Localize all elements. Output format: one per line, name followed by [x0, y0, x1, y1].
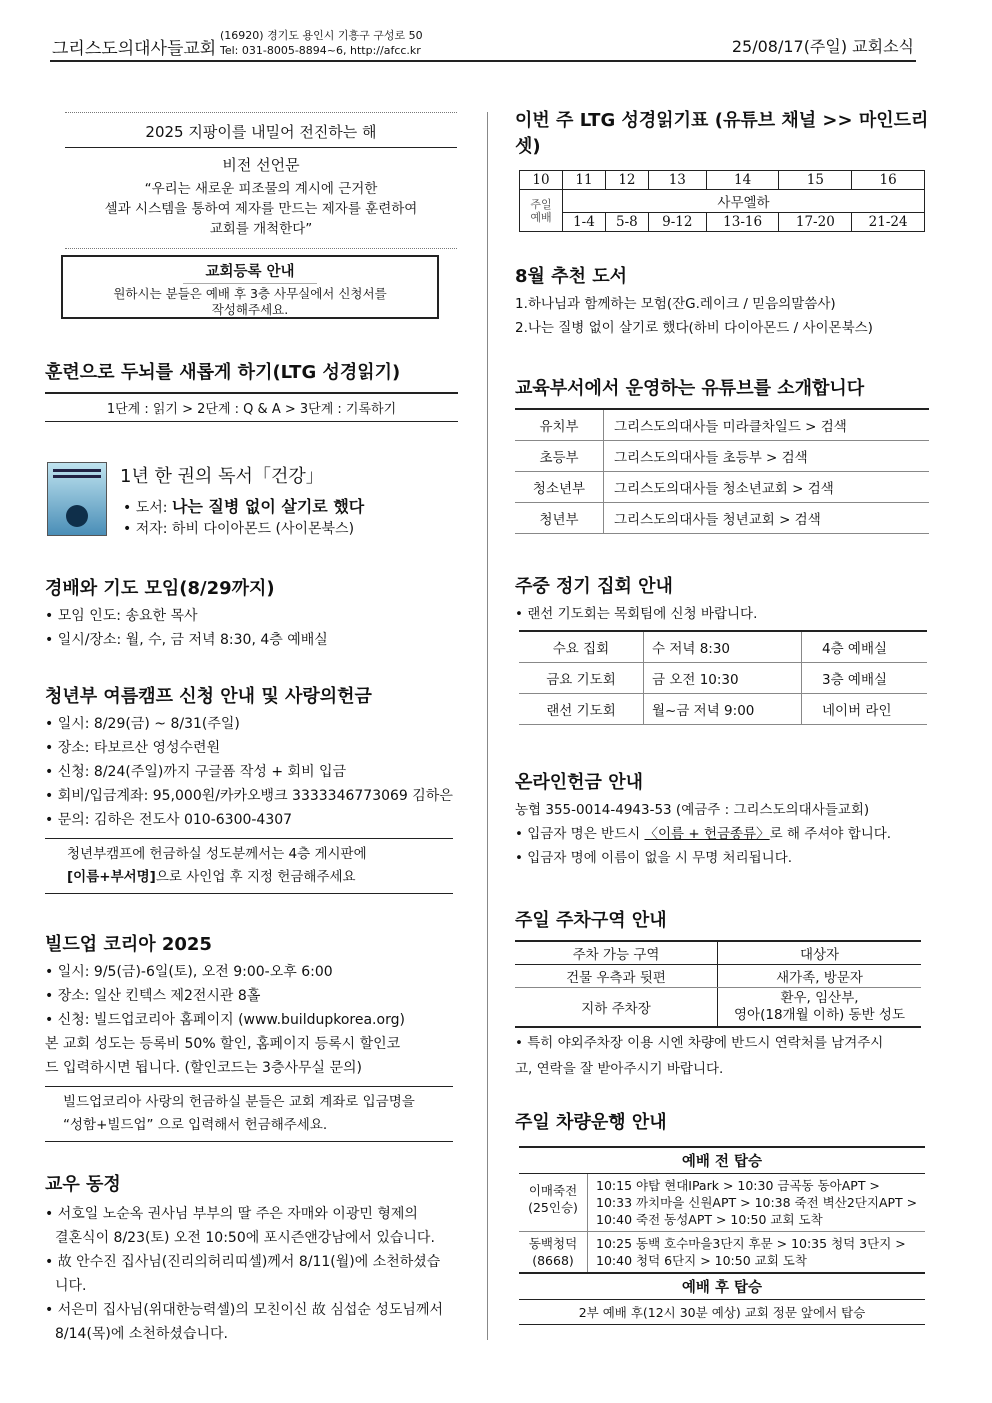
reading-author — [123, 518, 354, 538]
prayer-section — [45, 574, 460, 652]
youtube-title: 교육부서에서 운영하는 유튜브를 소개합니다 — [515, 378, 865, 399]
table-cell: 16 — [852, 171, 925, 190]
table-cell: 13 — [648, 171, 706, 190]
table-row: 청소년부 그리스도의대사들 청소년교회 > 검색 — [515, 472, 929, 503]
vision-title: 비전 선언문 — [222, 156, 300, 174]
shuttle-title: 주일 차량운행 안내 — [515, 1112, 667, 1133]
parking-note-line: 고, 연락을 잘 받아주시기 바랍니다. — [515, 1061, 724, 1077]
buildup-paragraph: 드 입력하시면 됩니다. (할인코드는 3층사무실 문의) — [45, 1060, 363, 1076]
parking-table — [515, 940, 921, 1028]
buildup-note-line: “성함+빌드업” 으로 입력해서 헌금해주세요. — [63, 1117, 328, 1133]
reading-section — [45, 462, 460, 537]
table-cell: 주일 예배 — [520, 190, 563, 232]
list-item: • 장소: 일산 킨텍스 제2전시관 8홀 — [45, 988, 261, 1004]
bullet-icon: • — [123, 521, 136, 537]
buildup-section — [45, 930, 460, 1142]
prayer-list — [45, 604, 460, 652]
list-item: • 신청: 8/24(주일)까지 구글폼 작성 + 회비 입금 — [45, 764, 347, 780]
list-item: • 장소: 타보르산 영성수련원 — [45, 740, 221, 756]
address-line: (16920) 경기도 용인시 기흥구 구성로 50 — [220, 29, 423, 42]
parking-title: 주일 주차구역 안내 — [515, 910, 667, 931]
training-section — [45, 358, 460, 422]
table-row: 주차 가능 구역 대상자 — [515, 941, 921, 965]
table-cell: 12 — [605, 171, 648, 190]
table-cell: 1-4 — [563, 213, 606, 232]
table-row: 랜선 기도회 월~금 저녁 9:00 네이버 라인 — [519, 694, 927, 725]
table-cell: 5-8 — [605, 213, 648, 232]
reading-book — [123, 494, 364, 517]
registration-title: 교회등록 안내 — [183, 260, 317, 284]
right-column — [515, 106, 933, 1346]
table-cell: 사무엘하 — [563, 190, 925, 213]
vision-statement — [65, 179, 457, 239]
shuttle-after-header: 예배 후 탑승 — [519, 1274, 925, 1300]
offering-section — [515, 768, 933, 870]
book-cover-image — [47, 462, 107, 536]
left-column — [45, 112, 460, 1352]
table-row: 초등부 그리스도의대사들 초등부 > 검색 — [515, 441, 929, 472]
table-cell: 10 — [520, 171, 563, 190]
issue-date: 25/08/17(주일) 교회소식 — [731, 37, 914, 56]
books-title: 8월 추천 도서 — [515, 266, 627, 287]
table-cell: 13-16 — [706, 213, 779, 232]
books-section — [515, 262, 933, 340]
list-item: • 회비/입금계좌: 95,000원/카카오뱅크 3333346773069 김하은 — [45, 788, 453, 804]
meetings-note: • 랜선 기도회는 목회팀에 신청 바랍니다. — [515, 606, 758, 622]
list-item: • 입금자 명에 이름이 없을 시 무명 처리됩니다. — [515, 850, 793, 866]
church-name: 그리스도의대사들교회 — [52, 39, 217, 59]
offering-title: 온라인헌금 안내 — [515, 772, 643, 793]
camp-note — [45, 838, 453, 894]
list-item: • 일시: 9/5(금)-6일(토), 오전 9:00-오후 6:00 — [45, 964, 333, 980]
ltg-title: 이번 주 LTG 성경읽기표 (유튜브 채널 >> 마인드리셋) — [515, 110, 929, 157]
camp-note-line: [이름+부서명]으로 사인업 후 지정 헌금해주세요 — [67, 869, 356, 885]
author-text: 저자: 하비 다이아몬드 (사이몬북스) — [135, 521, 355, 537]
table-row: 수요 집회 수 저녁 8:30 4층 예배실 — [519, 631, 927, 663]
list-item: • 특히 야외주차장 이용 시엔 차량에 반드시 연락처를 남겨주시 — [515, 1035, 884, 1051]
vision-line: “우리는 새로운 피조물의 계시에 근거한 — [144, 181, 378, 197]
table-cell: 14 — [706, 171, 779, 190]
table-cell: 9-12 — [648, 213, 706, 232]
shuttle-after-text: 2부 예배 후(12시 30분 예상) 교회 정문 앞에서 탑승 — [519, 1300, 925, 1325]
reading-title: 1년 한 권의 독서「건강」 — [120, 466, 324, 487]
shuttle-before-header: 예배 전 탑승 — [519, 1148, 925, 1174]
table-cell: 21-24 — [852, 213, 925, 232]
table-row: 유치부 그리스도의대사들 미라클차일드 > 검색 — [515, 409, 929, 441]
news-title: 교우 동정 — [45, 1174, 121, 1195]
list-item: • 일시: 8/29(금) ~ 8/31(주일) — [45, 716, 240, 732]
table-row: 청년부 그리스도의대사들 청년교회 > 검색 — [515, 503, 929, 534]
page-header — [50, 26, 916, 62]
ltg-table — [519, 170, 925, 232]
buildup-paragraph: 본 교회 성도는 등록비 50% 할인, 홈페이지 등록시 할인코 — [45, 1036, 401, 1052]
parking-note — [515, 1030, 933, 1082]
shuttle-table — [519, 1146, 925, 1325]
camp-section — [45, 682, 460, 894]
parking-section — [515, 906, 933, 1082]
list-item: • 신청: 빌드업코리아 홈페이지 (www.buildupkorea.org) — [45, 1012, 405, 1028]
list-item: • 故 안수진 집사님(진리의허리띠셀)께서 8/11(월)에 소천하셨습 니다. — [45, 1254, 441, 1294]
registration-line: 작성해주세요. — [211, 302, 289, 317]
offering-info — [515, 798, 933, 870]
shuttle-route-2 — [519, 1232, 925, 1274]
books-list — [515, 292, 933, 340]
camp-title: 청년부 여름캠프 신청 안내 및 사랑의헌금 — [45, 686, 372, 707]
list-item: 1.하나님과 함께하는 모험(잔G.레이크 / 믿음의말씀사) — [515, 296, 836, 312]
table-row: 금요 기도회 금 오전 10:30 3층 예배실 — [519, 663, 927, 694]
camp-list — [45, 712, 460, 832]
route-stops: 10:25 동백 호수마을3단지 후문 > 10:35 청덕 3단지 > 10:40 청덕 6단지 > 10:50 교회 도착 — [596, 1236, 906, 1268]
shuttle-route-1 — [519, 1174, 925, 1232]
table-row — [520, 190, 925, 213]
contact-line: Tel: 031-8005-8894~6, http://afcc.kr — [220, 44, 421, 57]
route-name: 이매죽전 (25인승) — [519, 1174, 588, 1231]
training-steps: 1단계 : 읽기 > 2단계 : Q & A > 3단계 : 기록하기 — [45, 392, 458, 422]
table-cell: 15 — [779, 171, 852, 190]
camp-note-line: 청년부캠프에 헌금하실 성도분께서는 4층 게시판에 — [67, 846, 367, 862]
table-row: 건물 우측과 뒷편 새가족, 방문자 — [515, 965, 921, 988]
youtube-table — [515, 408, 929, 534]
ltg-section — [515, 106, 933, 232]
news-list — [45, 1202, 460, 1346]
buildup-note — [45, 1086, 453, 1142]
list-item: 2.나는 질병 없이 살기로 했다(하비 다이아몬드 / 사이몬북스) — [515, 320, 873, 336]
registration-line: 원하시는 분들은 예배 후 3층 사무실에서 신청서를 — [113, 286, 387, 301]
route-name: 동백청덕 (8668) — [519, 1232, 588, 1272]
buildup-title: 빌드업 코리아 2025 — [45, 934, 212, 955]
shuttle-section — [515, 1108, 933, 1325]
news-section — [45, 1170, 460, 1346]
prayer-title: 경배와 기도 모임(8/29까지) — [45, 578, 275, 599]
list-item: • 입금자 명은 반드시 〈이름 + 헌금종류〉로 해 주셔야 합니다. — [515, 826, 892, 842]
church-address — [220, 28, 423, 58]
header-rule — [50, 60, 916, 62]
list-item: • 서호일 노순옥 권사님 부부의 딸 주은 자매와 이광민 형제의 결혼식이 8/23(토) 오전 10:50에 포시즌앤강남에서 있습니다. — [45, 1206, 435, 1246]
meetings-table — [519, 630, 927, 725]
list-item: • 모임 인도: 송요한 목사 — [45, 608, 198, 624]
route-stops: 10:15 야탑 현대IPark > 10:30 금곡동 동아APT > 10:33 까치마을 신원APT > 10:38 죽전 벽산2단지APT > 10:40 죽전 동성APT > 10:50 교회 도착 — [596, 1178, 918, 1227]
registration-box — [61, 255, 439, 319]
meetings-title: 주중 정기 집회 안내 — [515, 576, 673, 597]
list-item: • 문의: 김하은 전도사 010-6300-4307 — [45, 812, 293, 828]
vision-block — [65, 112, 457, 249]
vision-line: 교회를 개척한다” — [209, 221, 313, 237]
column-divider — [487, 112, 488, 1340]
year-theme: 2025 지팡이를 내밀어 전진하는 해 — [65, 121, 457, 148]
book-title: 나는 질병 없이 살기로 했다 — [171, 497, 365, 516]
buildup-list — [45, 960, 460, 1080]
list-item: • 일시/장소: 월, 수, 금 저녁 8:30, 4층 예배실 — [45, 632, 328, 648]
youtube-section — [515, 374, 933, 534]
table-cell: 17-20 — [779, 213, 852, 232]
vision-line: 셀과 시스템을 통하여 제자를 만드는 제자를 훈련하여 — [104, 201, 418, 217]
table-row: 지하 주차장 환우, 임산부, 영아(18개월 이하) 동반 성도 — [515, 988, 921, 1028]
meetings-section — [515, 572, 933, 725]
book-label: 도서: — [135, 500, 172, 516]
bullet-icon: • — [123, 500, 136, 516]
training-title: 훈련으로 두뇌를 새롭게 하기(LTG 성경읽기) — [45, 362, 401, 383]
table-row — [520, 171, 925, 190]
list-item: • 서은미 집사님(위대한능력셀)의 모친이신 故 심섭순 성도님께서 8/14(목)에 소천하셨습니다. — [45, 1302, 443, 1342]
registration-text — [63, 286, 437, 318]
table-cell: 11 — [563, 171, 606, 190]
table-row — [520, 213, 925, 232]
account-text: 농협 355-0014-4943-53 (예금주 : 그리스도의대사들교회) — [515, 802, 870, 818]
buildup-note-line: 빌드업코리아 사랑의 헌금하실 분들은 교회 계좌로 입금명을 — [63, 1094, 415, 1110]
